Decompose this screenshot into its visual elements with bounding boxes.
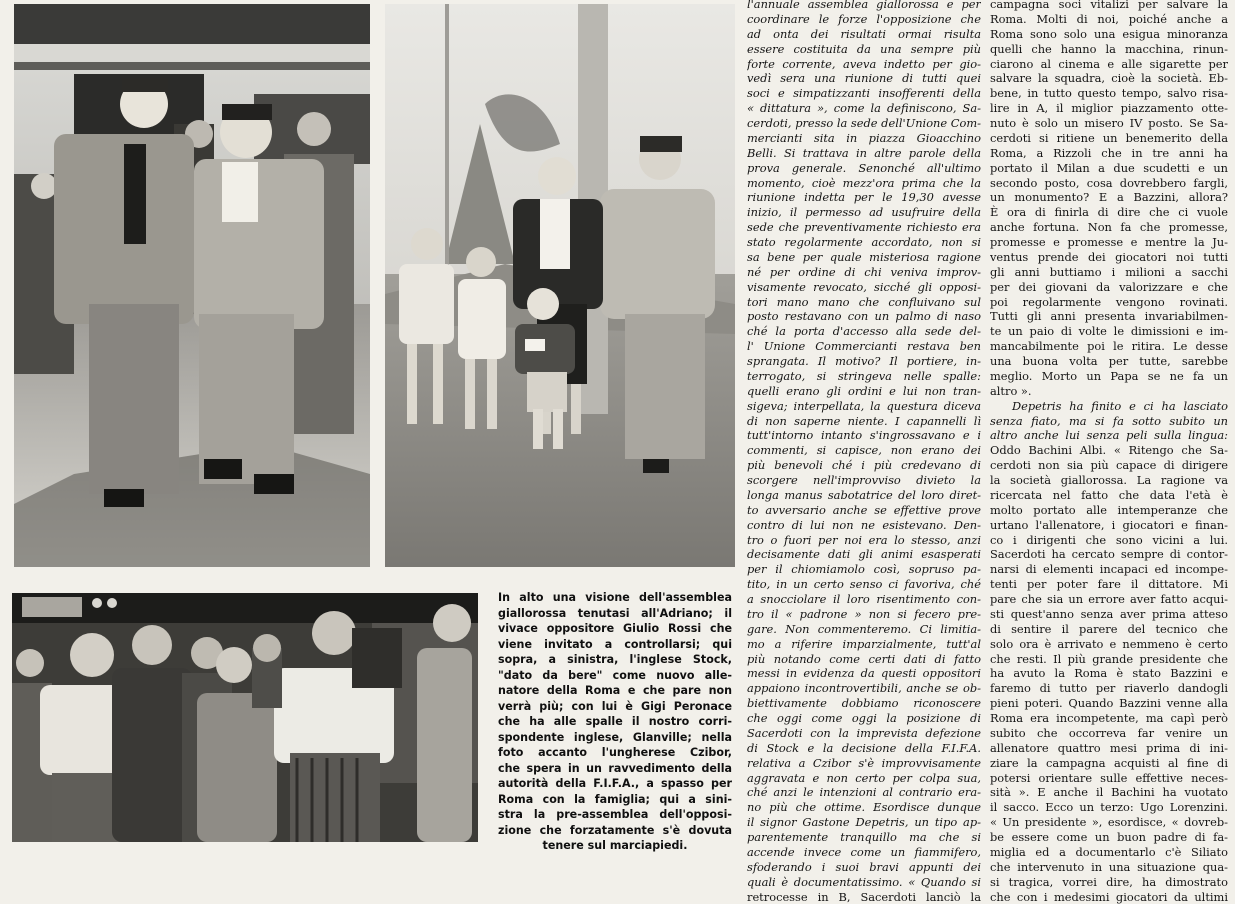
article-line: tro il « padrone » non si fecero pre-	[747, 607, 981, 622]
article-line: sede che preventivamente richiesto era	[747, 220, 981, 235]
article-line: sigeva; interpellata, la questura diceva	[747, 399, 981, 414]
article-line: faremo di tutto per riaverlo dandogli	[990, 681, 1228, 696]
photo-pre-assembly-sidewalk-image	[12, 593, 478, 842]
article-line: mercianti sita in piazza Gioacchino	[747, 131, 981, 146]
article-line: tori mano mano che confluivano sul	[747, 295, 981, 310]
article-line: per il chiomiamolo così, sopruso pa-	[747, 562, 981, 577]
article-line: to avversario anche se effettive prove	[747, 503, 981, 518]
article-line: pare che sia un errore aver fatto acqui-	[990, 592, 1228, 607]
article-line: di Stock e la decisione della F.I.F.A.	[747, 741, 981, 756]
article-line: quali è documentatissimo. « Quando si	[747, 875, 981, 890]
article-line: coordinare le forze l'opposizione che	[747, 12, 981, 27]
article-line: subito che occorreva far venire un	[990, 726, 1228, 741]
article-line: né per ordine di chi veniva improv-	[747, 265, 981, 280]
article-line: potersi orientare sulle effettive neces-	[990, 771, 1228, 786]
article-line: gli anni buttiamo i milioni a sacchi	[990, 265, 1228, 280]
article-line: si tragica, vorrei dire, ha dimostrato	[990, 875, 1228, 890]
article-line: molto portato alle intemperanze che	[990, 503, 1228, 518]
caption-line: spondente inglese, Glanville; nella	[498, 730, 732, 746]
photo-pre-assembly-sidewalk	[12, 593, 478, 842]
article-line: gare. Non commenteremo. Ci limitia-	[747, 622, 981, 637]
article-line: ad onta dei risultati ormai risulta	[747, 27, 981, 42]
article-line: aggravata e non certo per colpa sua,	[747, 771, 981, 786]
article-line: posto restavano con un palmo di naso	[747, 309, 981, 324]
article-line: Oddo Bachini Albi. « Ritengo che Sa-	[990, 443, 1228, 458]
caption-line: che ha alle spalle il nostro corri-	[498, 714, 732, 730]
article-line: che con i medesimi giocatori da ultimi	[990, 890, 1228, 904]
caption-line: sopra, a sinistra, l'inglese Stock,	[498, 652, 732, 668]
article-line: be essere come un buon padre di fa-	[990, 830, 1228, 845]
article-line: sità ». E anche il Bachini ha vuotato	[990, 785, 1228, 800]
article-line: no più che ottime. Esordisce dunque	[747, 800, 981, 815]
article-line: che resti. Il più grande presidente che	[990, 652, 1228, 667]
article-line: bene, in tutto questo tempo, salvo risa-	[990, 86, 1228, 101]
article-line: retrocesse in B, Sacerdoti lanciò la	[747, 890, 981, 904]
photo-czibor-family-image	[385, 4, 735, 567]
article-line: altro ».	[990, 384, 1228, 399]
article-line: Roma sono solo una esigua minoranza	[990, 27, 1228, 42]
article-line: più benevoli ché i più credevano di	[747, 458, 981, 473]
article-line: promesse e promesse e mentre la Ju-	[990, 235, 1228, 250]
caption-line: tenere sul marciapiedi.	[498, 838, 732, 854]
article-line: Sacerdoti con la imprevista defezione	[747, 726, 981, 741]
caption-line: foto accanto l'ungherese Czibor,	[498, 745, 732, 761]
article-line: te un paio di volte le dimissioni e im-	[990, 324, 1228, 339]
article-line: longa manus sabotatrice del loro diret-	[747, 488, 981, 503]
caption-line: autorità della F.I.F.A., a spasso per	[498, 776, 732, 792]
article-line: per dei giovani da valorizzare e che	[990, 280, 1228, 295]
article-line: la società giallorossa. La ragione va	[990, 473, 1228, 488]
article-line: il signor Gastone Depetris, un tipo ap-	[747, 815, 981, 830]
article-line: nuto è solo un misero IV posto. Se Sa-	[990, 116, 1228, 131]
article-line: tenti per poter fare il dittatore. Mi	[990, 577, 1228, 592]
article-line: ricercata nel fatto che data l'età è	[990, 488, 1228, 503]
article-line: tito, in un certo senso ci favoriva, ché	[747, 577, 981, 592]
article-line: accende invece come un fiammifero,	[747, 845, 981, 860]
article-line: ventus prende dei giocatori noi tutti	[990, 250, 1228, 265]
article-line: « dittatura », come la definiscono, Sa-	[747, 101, 981, 116]
article-line: allenatore quattro mesi prima di ini-	[990, 741, 1228, 756]
article-line: mo a riferire imparzialmente, tutt'al	[747, 637, 981, 652]
article-line: ha avuto la Roma è stato Bazzini e	[990, 666, 1228, 681]
article-line: contro di lui non ne esistevano. Den-	[747, 518, 981, 533]
article-line: poi regolarmente vengono rovinati.	[990, 295, 1228, 310]
article-line: salvare la squadra, cioè la società. Eb-	[990, 71, 1228, 86]
photo-assembly-stock-peronace	[14, 4, 370, 567]
article-line: che oggi come oggi la posizione di	[747, 711, 981, 726]
article-line: Belli. Si trattava in altre parole della	[747, 146, 981, 161]
article-line: forte corrente, aveva indetto per gio-	[747, 57, 981, 72]
article-line: miglia ed a documentarlo c'è Siliato	[990, 845, 1228, 860]
article-line: mancabilmente poi le ritira. Le desse	[990, 339, 1228, 354]
article-line: parentemente tranquillo ma che si	[747, 830, 981, 845]
article-line: più notando come certi dati di fatto	[747, 652, 981, 667]
article-line: meglio. Morto un Papa se ne fa un	[990, 369, 1228, 384]
article-column-1	[747, 0, 981, 904]
caption-line: natore della Roma e che pare non	[498, 683, 732, 699]
article-line: relativa a Czibor s'è improvvisamente	[747, 756, 981, 771]
article-column-2	[990, 0, 1228, 904]
article-line: secondo posto, cosa dovrebbero fargli,	[990, 176, 1228, 191]
article-line: Sacerdoti ha cercato sempre di contor-	[990, 547, 1228, 562]
article-line: di non saperne niente. I capannelli lì	[747, 414, 981, 429]
article-line: Depetris ha finito e ci ha lasciato	[990, 399, 1228, 414]
article-line: il sacco. Ecco un terzo: Ugo Lorenzini.	[990, 800, 1228, 815]
caption-line: che spera in un ravvedimento della	[498, 761, 732, 777]
caption-line: verrà più; con lui è Gigi Peronace	[498, 699, 732, 715]
article-line: narsi di elementi incapaci ed incompe-	[990, 562, 1228, 577]
article-line: È ora di finirla di dire che ci vuole	[990, 205, 1228, 220]
article-line: scorgere nell'improvviso divieto la	[747, 473, 981, 488]
article-line: un monumento? E a Bazzini, allora?	[990, 190, 1228, 205]
article-line: sfoderando i suoi bravi appunti dei	[747, 860, 981, 875]
article-line: sprangata. Il motivo? Il portiere, in-	[747, 354, 981, 369]
article-line: anche fortuna. Non fa che promesse,	[990, 220, 1228, 235]
article-line: visamente revocato, sicché gli opposi-	[747, 280, 981, 295]
article-line: l' Unione Commercianti restava ben	[747, 339, 981, 354]
caption-line: In alto una visione dell'assemblea	[498, 590, 732, 606]
article-line: co i dirigenti che sono vicini a lui.	[990, 533, 1228, 548]
article-line: cerdoti, presso la sede dell'Unione Com-	[747, 116, 981, 131]
article-line: Tutti gli anni presenta invariabilmen-	[990, 309, 1228, 324]
caption-line: Roma con la famiglia; qui a sini-	[498, 792, 732, 808]
article-line: senza fiato, ma si fa sotto subito un	[990, 414, 1228, 429]
article-line: campagna soci vitalizi per salvare la	[990, 0, 1228, 12]
caption-line: vivace oppositore Giulio Rossi che	[498, 621, 732, 637]
article-line: quelli erano gli ordini e lui non tran-	[747, 384, 981, 399]
article-line: quelli che hanno la macchina, rinun-	[990, 42, 1228, 57]
article-line: tutt'intorno intanto s'ingrossavano e i	[747, 428, 981, 443]
article-line: una buona volta per tutte, sarebbe	[990, 354, 1228, 369]
article-line: l'annuale assemblea giallorossa e per	[747, 0, 981, 12]
article-line: di sentire il parere del tecnico che	[990, 622, 1228, 637]
article-line: soci e simpatizzanti insofferenti della	[747, 86, 981, 101]
article-line: stato regolarmente accordato, non si	[747, 235, 981, 250]
photo-assembly-stock-peronace-image	[14, 4, 370, 567]
article-line: portato il Milan a due scudetti e un	[990, 161, 1228, 176]
photo-caption	[498, 590, 732, 854]
article-line: terrogato, si stringeva nelle spalle:	[747, 369, 981, 384]
article-line: decisamente dati gli animi esasperati	[747, 547, 981, 562]
caption-line: zione che forzatamente s'è dovuta	[498, 823, 732, 839]
article-line: « Un presidente », esordisce, « dovreb-	[990, 815, 1228, 830]
article-line: a snocciolare il loro risentimento con-	[747, 592, 981, 607]
article-line: lire in A, il miglior piazzamento otte-	[990, 101, 1228, 116]
article-line: urtano l'allenatore, i giocatori e finan-	[990, 518, 1228, 533]
article-line: Roma era incompetente, ma capì però	[990, 711, 1228, 726]
article-line: momento, cioè mezz'ora prima che la	[747, 176, 981, 191]
article-line: biettivamente dobbiamo riconoscere	[747, 696, 981, 711]
article-line: solo ora è arrivato e nemmeno è certo	[990, 637, 1228, 652]
caption-line: "dato da bere" come nuovo alle-	[498, 668, 732, 684]
article-line: vedì sera una riunione di tutti quei	[747, 71, 981, 86]
caption-line: giallorossa tenutasi all'Adriano; il	[498, 606, 732, 622]
article-line: prova generale. Senonché all'ultimo	[747, 161, 981, 176]
article-line: sti quest'anno senza aver prima atteso	[990, 607, 1228, 622]
article-line: tro o fuori per noi era lo stesso, anzi	[747, 533, 981, 548]
caption-line: stra la pre-assemblea dell'opposi-	[498, 807, 732, 823]
article-line: appaiono incontrovertibili, anche se ob-	[747, 681, 981, 696]
photo-czibor-family	[385, 4, 735, 567]
article-line: cerdoti si ritiene un benemerito della	[990, 131, 1228, 146]
article-line: che intervenuto in una situazione qua-	[990, 860, 1228, 875]
article-line: inizio, il permesso ad usufruire della	[747, 205, 981, 220]
article-line: altro anche lui senza peli sulla lingua:	[990, 428, 1228, 443]
article-line: Roma, a Rizzoli che in tre anni ha	[990, 146, 1228, 161]
article-line: ciarono al cinema e alle sigarette per	[990, 57, 1228, 72]
article-line: pieni poteri. Quando Bazzini venne alla	[990, 696, 1228, 711]
article-line: sa bene per quale misteriosa ragione	[747, 250, 981, 265]
article-line: riunione indetta per le 19,30 avesse	[747, 190, 981, 205]
article-line: messi in evidenza da questi oppositori	[747, 666, 981, 681]
article-line: ché anzi le intenzioni al contrario era-	[747, 785, 981, 800]
article-line: essere costituita da una sempre più	[747, 42, 981, 57]
article-line: ziare la campagna acquisti al fine di	[990, 756, 1228, 771]
article-line: commenti, si capisce, non erano dei	[747, 443, 981, 458]
article-line: cerdoti non sia più capace di dirigere	[990, 458, 1228, 473]
caption-line: viene invitato a controllarsi; qui	[498, 637, 732, 653]
article-line: ché la porta d'accesso alla sede del-	[747, 324, 981, 339]
article-line: Roma. Molti di noi, poiché anche a	[990, 12, 1228, 27]
